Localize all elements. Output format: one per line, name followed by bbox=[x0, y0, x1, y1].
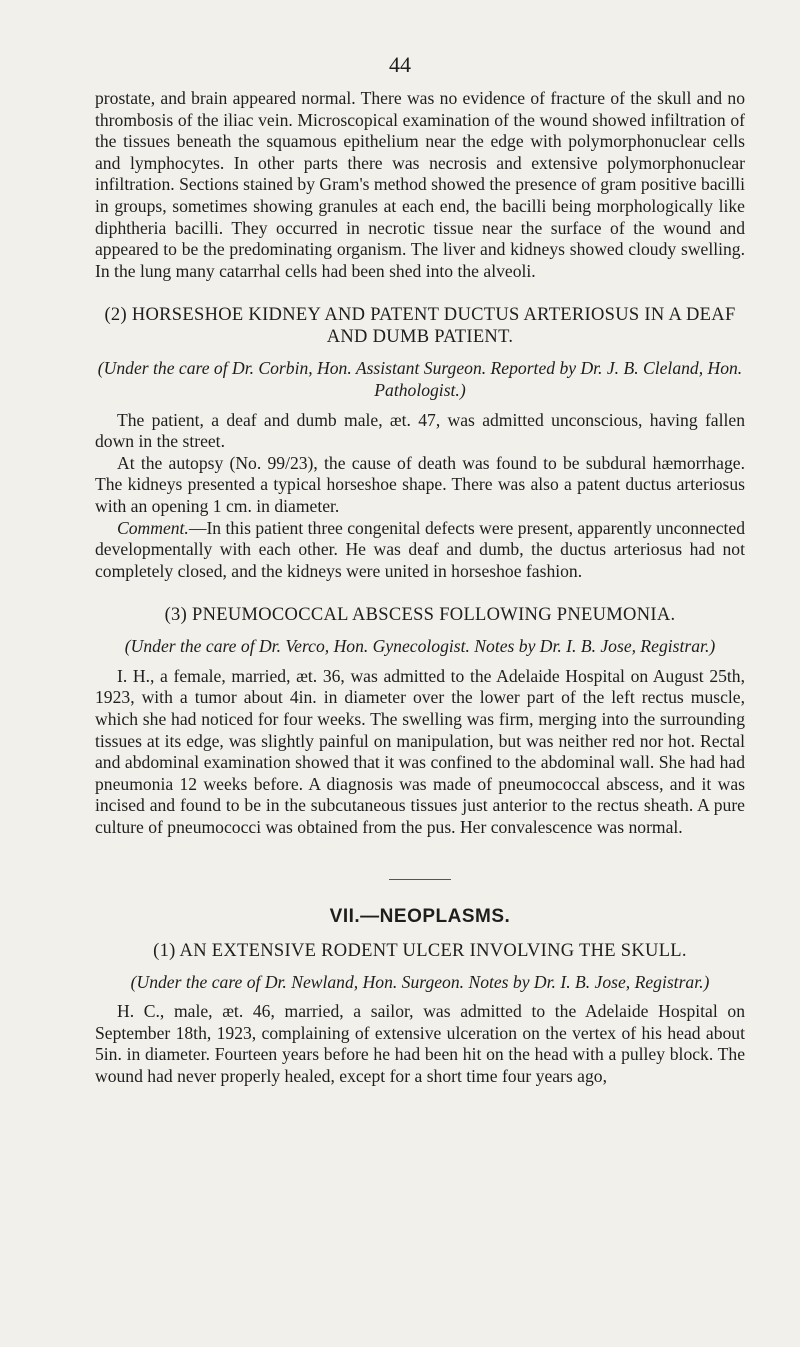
case-2-paragraph-1: The patient, a deaf and dumb male, æt. 47, was admitted unconscious, having fallen down in the street. bbox=[95, 409, 745, 452]
case-3-care-note: (Under the care of Dr. Verco, Hon. Gynecologist. Notes by Dr. I. B. Jose, Registrar.) bbox=[124, 636, 716, 657]
comment-text: —In this patient three congenital defects were present, apparently unconnected developmentally with each other. He was deaf and dumb, the ductus arteriosus had not completely closed, and the kidneys were united in horseshoe fashion. bbox=[95, 517, 745, 581]
case-2-paragraph-2: At the autopsy (No. 99/23), the cause of death was found to be subdural hæmorrhage. The kidneys presented a typical horseshoe shape. There was also a patent ductus arteriosus with an opening 1 cm. in diameter. bbox=[95, 452, 745, 516]
section-divider bbox=[389, 879, 451, 880]
neoplasm-case-1-title: (1) AN EXTENSIVE RODENT ULCER INVOLVING THE SKULL. bbox=[153, 940, 687, 961]
case-2-comment bbox=[95, 518, 745, 583]
case-2-title: (2) HORSESHOE KIDNEY AND PATENT DUCTUS ARTERIOSUS IN A DEAF AND DUMB PATIENT. bbox=[104, 305, 736, 348]
case-3-paragraph-1: I. H., a female, married, æt. 36, was admitted to the Adelaide Hospital on August 25th, 1923, with a tumor about 4in. in diameter over the lower part of the left rectus muscle, which she had noticed for four weeks. The swelling was firm, merging into the surrounding tissues at its edge, was slightly painful on manipulation, but was neither red nor hot. Rectal and abdominal examination showed that it was confined to the abdominal wall. She had had pneumonia 12 weeks before. A diagnosis was made of pneumococcal abscess, and it was incised and found to be in the subcutaneous tissues just anterior to the rectus sheath. A pure culture of pneumococci was obtained from the pus. Her convalescence was normal. bbox=[95, 665, 745, 838]
case-3-title: (3) PNEUMOCOCCAL ABSCESS FOLLOWING PNEUMONIA. bbox=[164, 605, 676, 626]
neoplasm-case-1-care-note: (Under the care of Dr. Newland, Hon. Surgeon. Notes by Dr. I. B. Jose, Registrar.) bbox=[130, 971, 710, 992]
neoplasm-case-1-paragraph-1: H. C., male, æt. 46, married, a sailor, was admitted to the Adelaide Hospital on September 18th, 1923, complaining of extensive ulceration on the vertex of his head about 5in. in diameter. Fourteen years before he had been hit on the head with a pulley block. The wound had never properly healed, except for a short time four years ago, bbox=[95, 1001, 745, 1086]
intro-paragraph: prostate, and brain appeared normal. There was no evidence of fracture of the skull and no thrombosis of the iliac vein. Microscopical examination of the wound showed infiltration of the tissues beneath the squamous epithelium near the edge with polymorphonuclear cells and lymphocytes. In other parts there was necrosis and extensive polymorphonuclear infiltration. Sections stained by Gram's method showed the presence of gram positive bacilli in groups, sometimes showing granules at each end, the bacilli being morphologically like diphtheria bacilli. They occurred in necrotic tissue near the surface of the wound and appeared to be the predominating organism. The liver and kidneys showed cloudy swelling. In the lung many catarrhal cells had been shed into the alveoli. bbox=[95, 88, 745, 281]
comment-label: Comment. bbox=[117, 517, 189, 538]
case-2-care-note: (Under the care of Dr. Corbin, Hon. Assistant Surgeon. Reported by Dr. J. B. Cleland, Hon. Pathologist.) bbox=[97, 358, 743, 400]
page-number: 44 bbox=[389, 52, 411, 77]
section-vii-heading: VII.—NEOPLASMS. bbox=[329, 905, 511, 927]
page-body bbox=[95, 88, 745, 1088]
